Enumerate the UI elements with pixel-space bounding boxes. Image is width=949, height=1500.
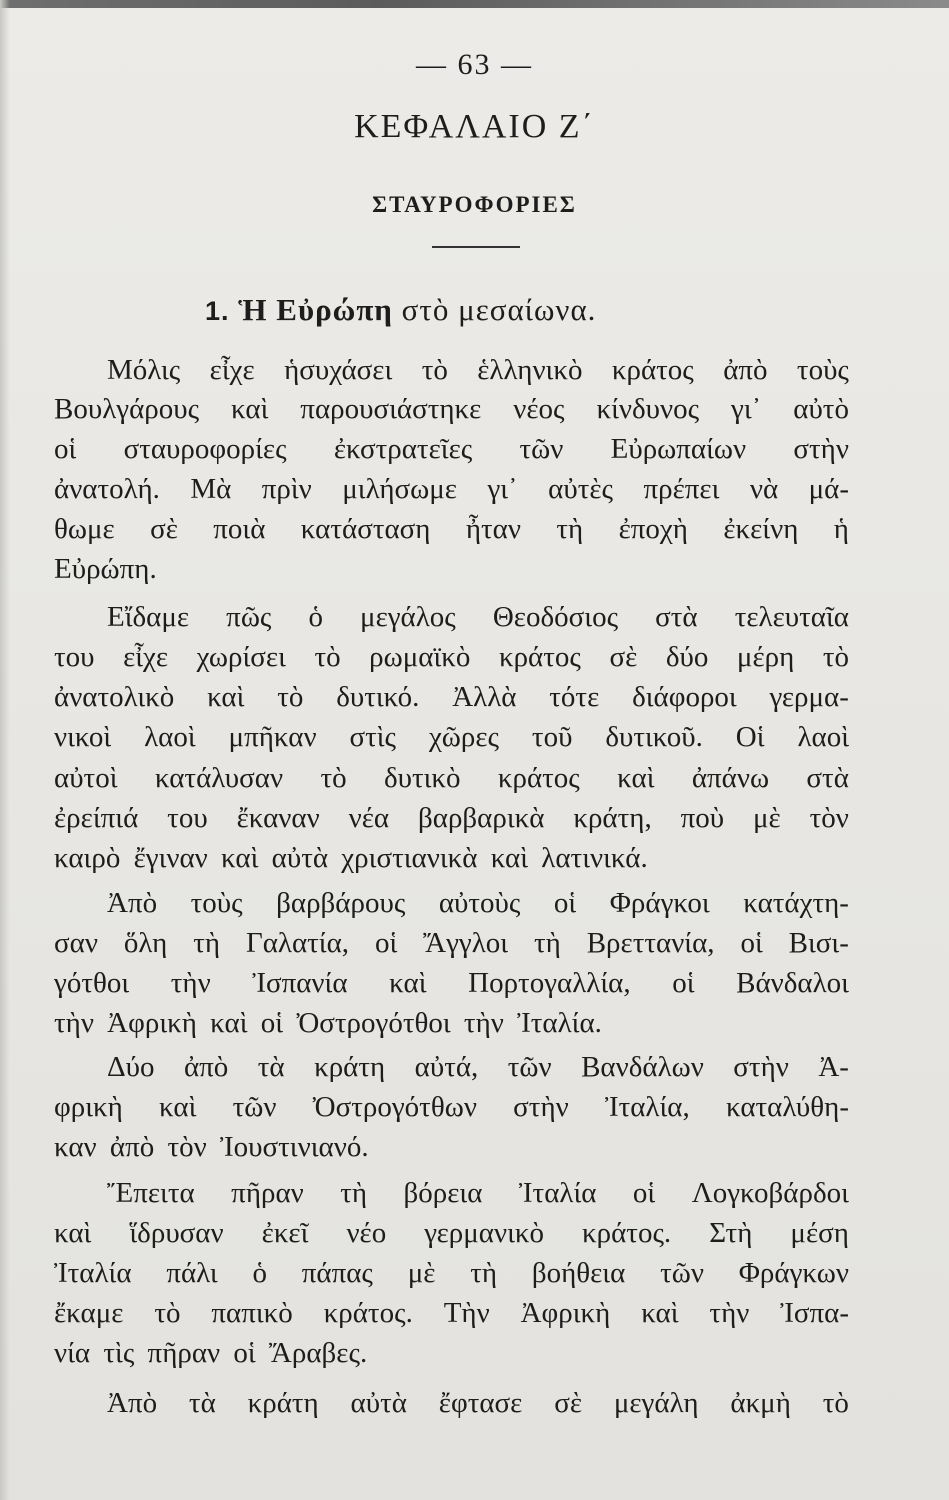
word: κράτη, — [573, 802, 652, 834]
word: πάλι — [166, 1257, 218, 1289]
word: Ἀπὸ — [107, 1387, 158, 1419]
word: κράτος — [611, 354, 694, 386]
word: Τὴν — [443, 1297, 490, 1329]
word: ἐκεῖ — [261, 1217, 309, 1249]
word: πάπας — [301, 1257, 373, 1289]
word: πρέπει — [643, 473, 720, 505]
word: Ἀφρικὴ — [520, 1297, 611, 1329]
word: σὲ — [150, 513, 178, 545]
word: ἔφτασε — [438, 1387, 523, 1419]
text-line — [107, 883, 849, 923]
word: ποὺ — [680, 802, 725, 834]
word: ἡσυχάσει — [284, 354, 393, 386]
word: θωμε — [54, 513, 115, 545]
word: τῶν — [507, 1051, 552, 1083]
word: Ἄγγλοι — [423, 927, 509, 959]
word: Θεοδόσιος — [492, 601, 619, 633]
word: κράτος. — [323, 1297, 413, 1329]
word: γι᾽ — [487, 473, 518, 505]
text-line — [107, 1173, 849, 1213]
word: μέρη — [736, 641, 795, 673]
word: τὴ — [193, 927, 221, 959]
word: μεγάλη — [613, 1387, 699, 1419]
word: διάφοροι — [632, 681, 737, 713]
word: πῶς — [226, 601, 272, 633]
word: κράτη — [247, 1387, 319, 1419]
text-line — [107, 1383, 849, 1423]
word: οἱ — [672, 967, 695, 999]
word: οἱ — [374, 927, 398, 959]
word: γερμα- — [769, 681, 849, 713]
word: λαοὶ — [144, 721, 196, 753]
word: τοὺς — [796, 354, 849, 386]
word: αὐτὲς — [548, 473, 614, 505]
word: εἶχε — [209, 354, 255, 386]
word: Ἰταλία — [518, 1177, 597, 1209]
page-number: — 63 — — [416, 48, 533, 81]
word: παρουσιάστηκε — [300, 393, 482, 425]
word: σὲ — [609, 641, 638, 673]
word: Βισι- — [788, 927, 849, 959]
text-line — [54, 469, 849, 509]
word: μεγάλος — [360, 601, 456, 633]
word: του — [167, 802, 208, 834]
word: ἀνατολή. — [54, 473, 160, 505]
word: τὸ — [822, 1387, 849, 1419]
text-line — [107, 1047, 849, 1087]
word: καὶ — [641, 1297, 679, 1329]
chapter-title: ΚΕΦΑΛΑΙΟ Ζ΄ — [354, 108, 595, 145]
word: τῶν — [519, 433, 564, 465]
word: Ἀ- — [818, 1051, 849, 1083]
word: καὶ — [389, 967, 427, 999]
text-line — [107, 350, 849, 390]
text-line: καιρὸ ἔγιναν καὶ αὐτὰ χριστιανικὰ καὶ λατινικά. — [54, 842, 648, 874]
word: Πορτογαλλία, — [468, 967, 631, 999]
word: Γαλατία, — [245, 927, 350, 959]
word: σὲ — [554, 1387, 582, 1419]
word: κράτος — [498, 641, 581, 673]
word: μὲ — [407, 1257, 436, 1289]
word: ἀνατολικὸ — [54, 681, 175, 713]
word: στὶς — [349, 721, 397, 753]
text-line — [54, 758, 849, 798]
word: αὐτὸ — [793, 393, 849, 425]
word: τῶν — [232, 1091, 277, 1123]
word: μέση — [790, 1217, 849, 1249]
word: ρωμαϊκὸ — [369, 641, 471, 673]
word: καὶ — [231, 393, 269, 425]
word: Εὐρωπαίων — [610, 433, 747, 465]
word: τῶν — [660, 1257, 704, 1289]
word: στὰ — [655, 601, 698, 633]
word: Μόλις — [107, 354, 181, 386]
word: Ἔπειτα — [107, 1177, 195, 1209]
word: κράτος. — [582, 1217, 672, 1249]
word: Φράγκοι — [609, 887, 710, 919]
text-line — [54, 923, 849, 963]
text-line — [54, 717, 849, 757]
word: πρὶν — [261, 473, 312, 505]
word: μὲ — [752, 802, 781, 834]
text-line — [54, 1253, 849, 1293]
word: κράτη — [314, 1051, 386, 1083]
word: αὐτοὶ — [54, 762, 118, 794]
word: τότε — [549, 681, 600, 713]
word: Βουλγάρους — [54, 393, 200, 425]
word: ἐποχὴ — [618, 513, 688, 545]
text-line: καν ἀπὸ τὸν Ἰουστινιανό. — [54, 1131, 369, 1163]
word: ἀκμὴ — [730, 1387, 791, 1419]
word: ἡ — [833, 513, 849, 545]
word: ὁ — [308, 601, 323, 633]
word: Ἰσπα- — [780, 1297, 849, 1329]
word: αὐτοὺς — [438, 887, 521, 919]
word: Ἀπὸ — [107, 887, 158, 919]
word: τελευταῖα — [734, 601, 849, 633]
word: Ἰταλία, — [604, 1091, 690, 1123]
word: Εἴδαμε — [107, 601, 190, 633]
word: καταλύθη- — [725, 1091, 849, 1123]
word: λαοὶ — [797, 721, 849, 753]
word: νέος — [513, 393, 565, 425]
title-divider — [432, 246, 520, 248]
word: Ἰταλία — [54, 1257, 132, 1289]
word: τὴ — [533, 927, 561, 959]
word: οἱ — [632, 1177, 656, 1209]
word: βοήθεια — [531, 1257, 626, 1289]
word: στὴν — [513, 1091, 569, 1123]
text-line — [54, 1213, 849, 1253]
body-text — [0, 350, 949, 1470]
word: Βανδάλων — [581, 1051, 704, 1083]
word: δύο — [665, 641, 709, 673]
text-line: νία τὶς πῆραν οἱ Ἄραβες. — [54, 1337, 368, 1369]
word: τὴ — [340, 1177, 368, 1209]
word: μά- — [808, 473, 849, 505]
word: τὴν — [709, 1297, 750, 1329]
page-top-edge — [0, 0, 949, 8]
word: κίνδυνος — [596, 393, 700, 425]
word: τὴν — [170, 967, 211, 999]
word: τὸ — [314, 641, 341, 673]
word: τὰ — [188, 1387, 216, 1419]
word: οἱ — [54, 433, 77, 465]
word: μιλήσωμε — [342, 473, 457, 505]
word: τοῦ — [531, 721, 573, 753]
section-title: ΣΤΑΥΡΟΦΟΡΙΕΣ — [372, 192, 577, 217]
word: αὐτὰ — [350, 1387, 407, 1419]
word: τὸ — [822, 641, 849, 673]
word: Ἰσπανία — [252, 967, 348, 999]
word: οἱ — [740, 927, 763, 959]
word: ἔκαναν — [236, 802, 320, 834]
word: κατάσταση — [300, 513, 431, 545]
word: τὴ — [470, 1257, 498, 1289]
word: ἐκείνη — [723, 513, 799, 545]
word: τὸ — [277, 681, 304, 713]
word: Οἱ — [735, 721, 765, 753]
text-line: Εὐρώπη. — [54, 553, 157, 585]
text-line — [54, 963, 849, 1003]
word: φρικὴ — [54, 1091, 123, 1123]
word: κράτος — [497, 762, 580, 794]
word: αὐτά, — [414, 1051, 479, 1083]
subheading-bold-text: Ἡ Εὐρώπη — [238, 292, 393, 327]
text-line — [107, 597, 849, 637]
word: γότθοι — [54, 967, 130, 999]
word: χωρίσει — [196, 641, 286, 673]
word: στὰ — [806, 762, 849, 794]
word: νὰ — [749, 473, 779, 505]
word: καὶ — [159, 1091, 197, 1123]
word: Ὀστρογότθων — [312, 1091, 477, 1123]
word: τὸν — [809, 802, 849, 834]
subheading-text: στὸ μεσαίωνα. — [401, 292, 597, 327]
word: Μὰ — [190, 473, 232, 505]
word: δυτικὸ — [383, 762, 461, 794]
word: νέο — [346, 1217, 387, 1249]
word: βαρβαρικὰ — [418, 802, 545, 834]
text-line: τὴν Ἀφρικὴ καὶ οἱ Ὀστρογότθοι τὴν Ἰταλία. — [54, 1007, 602, 1039]
word: ἑλληνικὸ — [477, 354, 583, 386]
subheading — [205, 292, 596, 328]
word: μπῆκαν — [228, 721, 317, 753]
text-line — [54, 798, 849, 838]
text-line — [54, 1087, 849, 1127]
text-line — [54, 389, 849, 429]
word: Στὴ — [709, 1217, 753, 1249]
word: νέα — [348, 802, 390, 834]
word: κατάλυσαν — [154, 762, 284, 794]
word: του — [54, 641, 95, 673]
word: ἔκαμε — [54, 1297, 124, 1329]
word: καὶ — [207, 681, 245, 713]
word: ἐρείπιά — [54, 802, 139, 834]
word: βαρβάρους — [276, 887, 406, 919]
word: Λογκοβάρδοι — [691, 1177, 849, 1209]
word: σταυροφορίες — [123, 433, 287, 465]
word: σαν — [54, 927, 98, 959]
subheading-number: 1. — [205, 296, 230, 326]
word: ὅλη — [123, 927, 168, 959]
word: γερμανικὸ — [424, 1217, 544, 1249]
word: ἀπὸ — [723, 354, 768, 386]
text-line — [54, 637, 849, 677]
word: χῶρες — [428, 721, 500, 753]
word: γι᾽ — [731, 393, 762, 425]
word: στὴν — [793, 433, 849, 465]
word: τοὺς — [190, 887, 243, 919]
text-line — [54, 509, 849, 549]
word: ἦταν — [465, 513, 521, 545]
text-line — [54, 1293, 849, 1333]
word: Βάνδαλοι — [736, 967, 849, 999]
word: νικοὶ — [54, 721, 112, 753]
word: ὁ — [252, 1257, 267, 1289]
word: τὴ — [556, 513, 584, 545]
word: καὶ — [617, 762, 655, 794]
word: τὰ — [257, 1051, 285, 1083]
word: βόρεια — [403, 1177, 483, 1209]
word: ποιὰ — [213, 513, 266, 545]
word: παπικὸ — [211, 1297, 293, 1329]
word: κατάχτη- — [743, 887, 849, 919]
text-line — [54, 429, 849, 469]
word: Ἀλλὰ — [452, 681, 517, 713]
word: Βρεττανία, — [586, 927, 715, 959]
word: ἀπὸ — [183, 1051, 229, 1083]
word: τὸ — [320, 762, 347, 794]
word: ἵδρυσαν — [129, 1217, 224, 1249]
word: ἐκστρατεῖες — [333, 433, 473, 465]
word: Φράγκων — [738, 1257, 849, 1289]
word: δυτικοῦ. — [605, 721, 703, 753]
word: Δύο — [107, 1051, 155, 1083]
word: εἶχε — [123, 641, 169, 673]
word: τὸ — [154, 1297, 181, 1329]
word: καὶ — [54, 1217, 92, 1249]
word: δυτικό. — [336, 681, 420, 713]
word: στὴν — [733, 1051, 789, 1083]
word: ἀπάνω — [691, 762, 770, 794]
word: οἱ — [553, 887, 577, 919]
text-line — [54, 677, 849, 717]
word: πῆραν — [231, 1177, 304, 1209]
word: τὸ — [421, 354, 448, 386]
